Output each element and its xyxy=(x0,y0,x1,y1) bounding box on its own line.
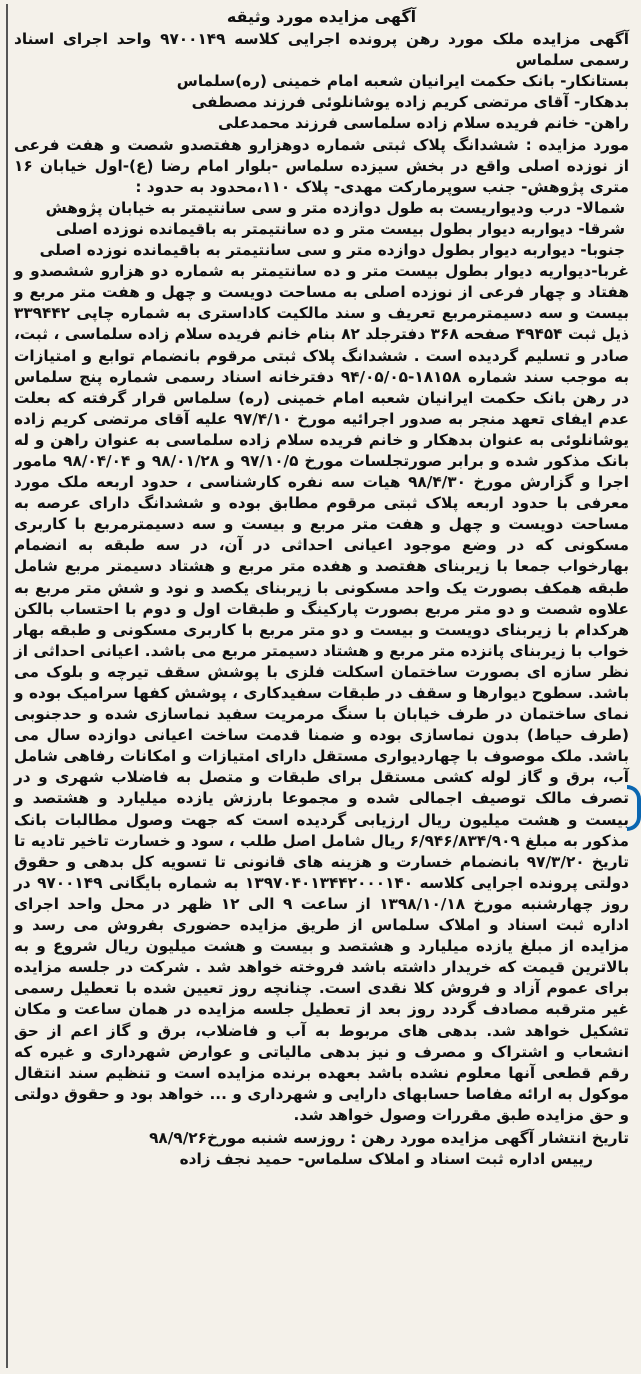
bound-south: جنوبا- دیواربه دیوار بطول دوازده متر و سی سانتیمتر به باقیمانده نوزده اصلی xyxy=(39,241,625,260)
blue-edge-mark xyxy=(627,785,641,831)
left-border-line xyxy=(6,4,8,1368)
publish-date: تاریخ انتشار آگهی مزایده مورد رهن : روزسه شنبه مورخ۹۸/۹/۲۶ xyxy=(149,1128,629,1147)
debtor-line: بدهکار- آقای مرتضی کریم زاده یوشانلوئی فرزند مصطفی xyxy=(191,93,629,112)
notice-body: غربا-دیواریه دیوار بطول بیست متر و ده سانتیمتر به شماره دو هزارو ششصدو و هفتاد و چهار فرعی از نوزده اصلی به مساحت دویست و چهل و هفت متر مربع و بیست و سه دسیمترمربع تعریف و سند مالکیت کاداستری به شماره چاپی ۳۳۹۴۴۲ ذیل ثبت ۴۹۴۵۴ صفحه ۳۶۸ دفترجلد ۸۲ بنام خانم فریده سلام زاده سلماسی ، ثبت، صادر و تسلیم گردیده است . ششدانگ پلاک ثبتی مرقوم بانضمام توابع و امتیازات به موجب سند شماره ۱۸۱۵۸-۹۴/۰۵/۰۵ دفترخانه اسناد رسمی شماره پنج سلماس در رهن بانک حکمت ایرانیان شعبه امام خمینی (ره) سلماس قرار گرفته که بعلت عدم ایفای تعهد منجر به صدور اجرائیه مورخ ۹۷/۴/۱۰ علیه آقای مرتضی کریم زاده یوشانلوئی به عنوان بدهکار و خانم فریده سلام زاده سلماسی به عنوان راهن و له بانک مذکور شده و برابر صورتجلسات مورخ ۹۷/۱۰/۵ و ۹۸/۰۱/۲۸ و ۹۸/۰۴/۰۴ مامور اجرا و گزارش مورخ ۹۸/۴/۳۰ هیات سه نفره کارشناسی ، حدود اربعه ملک مورد معرفی با حدود اربعه پلاک ثبتی مرقوم مطابق بوده و ششدانگ دارای عرصه به مساحت دویست و چهل و هفت متر مربع و بیست و سه دسیمترمربع با کاربری مسکونی که در وضع موجود اعیانی احداثی در آن، در سه طبقه به انضمام بهارخواب جمعا با زیربنای هفتصد و هفده متر مربع و هشتاد دسیمتر مربع شامل طبقه همکف بصورت یک واحد مسکونی با زیربنای یکصد و نود و شش متر مربع به علاوه شصت و دو متر مربع بصورت پارکینگ و طبقات اول و دوم با احتساب بالکن هرکدام با زیربنای دویست و بیست و دو متر مربع با کاربری مسکونی و طبقه بهار خواب با زیربنای پانزده متر مربع و هشتاد دسیمتر مربع می باشد. اعیانی احداثی از نظر سازه ای بصورت ساختمان اسکلت فلزی با پوشش سقف تیرچه و بلوک می باشد. سطوح دیوارها و سقف در طبقات سفیدکاری ، پوشش کفها سرامیک بوده و نمای ساختمان در طرف خیابان با سنگ مرمریت سفید نماسازی شده و حدجنوبی (طرف حیاط) بدون نماسازی بوده و ضمنا قدمت ساخت اعیانی دوازده سال می باشد. ملک موصوف با چهاردیواری مستقل دارای امتیازات و امکانات رفاهی شامل آب، برق و گاز لوله کشی مستقل برای طبقات و متصل به فاضلاب شهری و در تصرف مالک توصیف اجمالی شده و مجموعا بارزش یازده میلیارد و هشتصد و بیست و هشت میلیون ریال ارزیابی گردیده است که جهت وصول مطالبات بانک مذکور به مبلغ ۶/۹۴۶/۸۳۴/۹۰۹ ریال شامل اصل طلب ، سود و خسارت تاخیر تادیه تا تاریخ ۹۷/۳/۲۰ بانضمام خسارت و هزینه های قانونی تا تسویه کل بدهی و حقوق دولتی پرونده اجرایی کلاسه ۱۳۹۷۰۴۰۱۳۴۴۲۰۰۰۱۴۰ به شماره بایگانی ۹۷۰۰۱۴۹ در روز چهارشنبه مورخ ۱۳۹۸/۱۰/۱۸ از ساعت ۹ الی ۱۲ ظهر در محل واحد اجرای اداره ثبت اسناد و املاک سلماس از طریق مزایده حضوری بفروش می رسد و مزایده از مبلغ یازده میلیارد و هشتصد و بیست و هشت میلیون ریال شروع و به بالاترین قیمت که خریدار داشته باشد فروخته خواهد شد . شرکت در جلسه مزایده برای عموم آزاد و فروش کلا نقدی است. چنانچه روز تعیین شده با تعطیل رسمی غیر مترقبه مصادف گردد روز بعد از تعطیل جلسه مزایده در همان ساعت و مکان تشکیل خواهد شد. بدهی های مربوط به آب و فاضلاب، برق و گاز اعم از حق انشعاب و اشتراک و مصرف و نیز بدهی مالیاتی و عوارض شهرداری و غیره که رقم قطعی آنها معلوم نشده باشد بعهده برنده مزایده است و تنظیم سند انتقال موکول به ارائه مفاصا حسابهای دارایی و شهرداری و ... خواهد بود و حقوق دولتی و حق مزایده طبق مقررات وصول خواهد شد. xyxy=(14,262,629,1124)
notice-title: آگهی مزایده مورد وثیقه xyxy=(226,7,417,26)
bound-east: شرقا- دیواربه دیوار بطول بیست متر و ده سانتیمتر به باقیمانده نوزده اصلی xyxy=(55,219,625,238)
bound-north: شمالا- درب ودیواریست به طول دوازده متر و سی سانتیمتر به خیابان پژوهش xyxy=(45,198,625,217)
creditor-line: بستانکار- بانک حکمت ایرانیان شعبه امام خمینی (ره)سلماس xyxy=(176,72,629,91)
auction-subject: مورد مزایده : ششدانگ پلاک ثبتی شماره دوهزارو هفتصدو شصت و هفت فرعی از نوزده اصلی واقع در بخش سیزده سلماس -بلوار امام رضا (ع)-اول خیابان ۱۶ متری پژوهش- جنب سوپرمارکت مهدی- پلاک ۱۱۰،محدود به حدود : xyxy=(14,135,629,196)
mortgagor-line: راهن- خانم فریده سلام زاده سلماسی فرزند محمدعلی xyxy=(218,114,629,133)
notice-intro: آگهی مزایده ملک مورد رهن پرونده اجرایی کلاسه ۹۷۰۰۱۴۹ واحد اجرای اسناد رسمی سلماس xyxy=(14,30,629,70)
signature-line: رییس اداره ثبت اسناد و املاک سلماس- حمید نجف زاده xyxy=(179,1150,593,1169)
notice-footer xyxy=(14,1128,629,1170)
